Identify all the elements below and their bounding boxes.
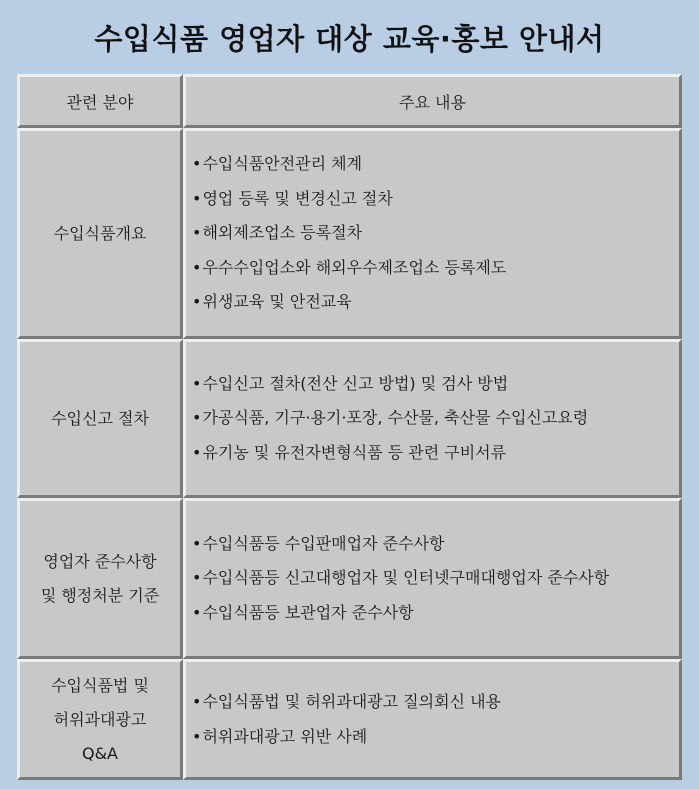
- list-item: •해외제조업소 등록절차: [192, 223, 363, 243]
- header-category: 관련 분야: [17, 74, 183, 128]
- list-item: •수입식품안전관리 체계: [192, 154, 363, 174]
- category-label: 수입식품개요: [53, 223, 147, 243]
- list-item: •유기농 및 유전자변형식품 등 관련 구비서류: [192, 442, 507, 462]
- list-item: •영업 등록 및 변경신고 절차: [192, 188, 393, 208]
- category-label: Q&A: [81, 743, 118, 763]
- list-item: •수입식품등 신고대행업자 및 인터넷구매대행업자 준수사항: [192, 568, 610, 588]
- list-item: •수입식품법 및 허위과대광고 질의회신 내용: [192, 692, 501, 711]
- table-row: [17, 339, 682, 498]
- category-label: 영업자 준수사항: [43, 551, 157, 571]
- category-label: 및 행정처분 기준: [40, 585, 160, 605]
- list-item: •가공식품, 기구·용기·포장, 수산물, 축산물 수입신고요령: [192, 408, 589, 428]
- table-row: [17, 659, 682, 780]
- document-title: 수입식품 영업자 대상 교육·홍보 안내서: [94, 21, 605, 56]
- table-row: [17, 498, 682, 659]
- list-item: •허위과대광고 위반 사례: [192, 726, 368, 746]
- row-items: [183, 339, 682, 498]
- list-item: •수입식품등 보관업자 준수사항: [192, 602, 414, 622]
- table-row: [17, 128, 682, 339]
- row-category: [17, 498, 183, 659]
- row-category: [17, 128, 183, 339]
- header-content: 주요 내용: [183, 74, 682, 128]
- list-item: •수입신고 절차(전산 신고 방법) 및 검사 방법: [192, 373, 509, 393]
- row-items: [183, 498, 682, 659]
- category-label: 허위과대광고: [53, 709, 147, 729]
- table-header-row: [17, 74, 682, 128]
- content-table: [17, 74, 682, 780]
- row-items: [183, 128, 682, 339]
- category-label: 수입신고 절차: [51, 408, 149, 428]
- row-category: [17, 659, 183, 780]
- list-item: •수입식품등 수입판매업자 준수사항: [192, 533, 445, 553]
- category-label: 수입식품법 및: [51, 675, 149, 695]
- row-items: [183, 659, 682, 780]
- list-item: •우수수입업소와 해외우수제조업소 등록제도: [192, 257, 507, 277]
- list-item: •위생교육 및 안전교육: [192, 292, 352, 312]
- row-category: [17, 339, 183, 498]
